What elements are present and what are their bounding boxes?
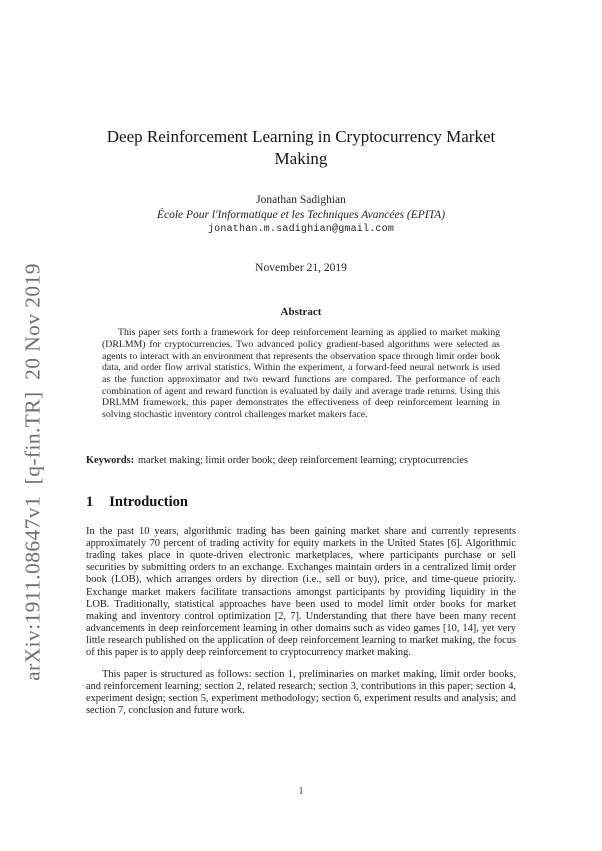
intro-paragraph-2: This paper is structured as follows: section 1, preliminaries on market making, limit order books, and reinforcement learning; section 2, related research; section 3, contributions in this paper; section 4, experiment design; section 5, experiment methodology; section 6, experiment results and analysis; and section 7, conclusion and future work. [86, 668, 516, 717]
page-number: 1 [298, 786, 304, 797]
keywords-line [86, 455, 516, 466]
keywords-label: Keywords: [86, 454, 135, 466]
section-1-heading [86, 494, 516, 511]
section-1-title: Introduction [109, 493, 188, 510]
arxiv-watermark: arXiv:1911.08647v1 [q-fin.TR] 20 Nov 2019 [20, 263, 45, 681]
author-affiliation: École Pour l'Informatique et les Techniques Avancées (EPITA) [156, 209, 446, 222]
publication-date: November 21, 2019 [255, 262, 347, 275]
abstract-heading: Abstract [280, 306, 322, 319]
keywords-text: market making; limit order book; deep reinforcement learning; cryptocurrencies [138, 454, 468, 466]
intro-paragraph-1: In the past 10 years, algorithmic trading has been gaining market share and currently represents approximately 70 percent of trading activity for equity markets in the United States [6]. Algorithmic trading takes place in quote-driven electronic marketplaces, where participants purchase or sell securities by submitting orders to an exchange. Exchanges maintain orders in a centralized limit order book (LOB), which arranges orders by direction (i.e., sell or buy), price, and time-queue priority. Exchange market makers facilitate transactions amongst participants by providing liquidity in the LOB. Traditionally, statistical approaches have been used to model limit order books for market making and inventory control optimization [2, 7]. Understanding that there have been many recent advancements in deep reinforcement learning in other domains such as video games [10, 14], yet very little research published on the application of deep reinforcement learning to market making, the focus of this paper is to apply deep reinforcement to cryptocurrency market making. [86, 525, 516, 659]
paper-title: Deep Reinforcement Learning in Cryptocurrency Market Making [106, 127, 496, 169]
author-name: Jonathan Sadighian [256, 193, 346, 206]
section-1-number: 1 [86, 493, 94, 510]
author-email: jonathan.m.sadighian@gmail.com [207, 224, 395, 236]
author-block [0, 193, 602, 237]
abstract-text: This paper sets forth a framework for deep reinforcement learning as applied to market making (DRLMM) for cryptocurrencies. Two advanced policy gradient-based algorithms were selected as agents to interact with an environment that represents the observation space through limit order book data, and order flow arrival statistics. Within the experiment, a forward-feed neural network is used as the function approximator and two reward functions are compared. The performance of each combination of agent and reward function is evaluated by daily and average trade returns. Using this DRLMM framework, this paper demonstrates the effectiveness of deep reinforcement learning in solving stochastic inventory control challenges market makers face. [102, 327, 500, 420]
